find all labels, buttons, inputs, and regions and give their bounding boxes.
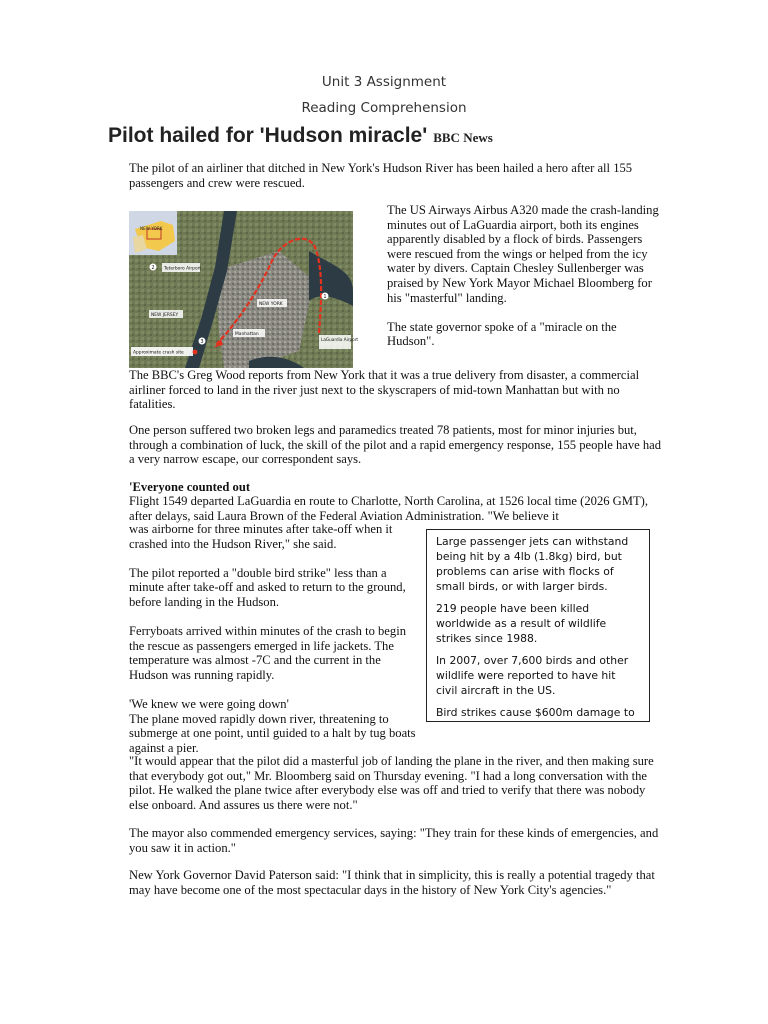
news-source: BBC News: [433, 130, 493, 145]
subheading-going-down: 'We knew we were going down': [129, 697, 289, 712]
subheading-counted-out: 'Everyone counted out: [129, 480, 251, 494]
laguardia-label: LaGuardia Airport: [321, 337, 359, 342]
governor-quote-paragraph: New York Governor David Paterson said: "I think that in simplicity, this is really a potential tragedy that may have become one of the most spectacular days in the history of New York City's agencies.": [129, 868, 655, 897]
greg-wood-paragraph: The BBC's Greg Wood reports from New York that it was a true delivery from disaster, a commercial airliner forced to land in the river just next to the skyscrapers of mid-town Manhattan but with no fatalities.: [129, 368, 640, 412]
mayor-commendation-paragraph: The mayor also commended emergency services, saying: "They train for these kinds of emergencies, and you saw it in action.": [129, 826, 659, 855]
new-jersey-label: NEW JERSEY: [151, 313, 179, 318]
marker-1-label: 1: [323, 293, 327, 300]
document-subtitle: Reading Comprehension: [301, 100, 467, 116]
flight-paragraph: Flight 1549 departed LaGuardia en route to Charlotte, North Carolina, at 1526 local time (2026 GMT), after delays, said Laura Brown of the Federal Aviation Administration. "We believe it: [129, 494, 649, 523]
bird-strike-paragraph: The pilot reported a "double bird strike" less than a minute after take-off and asked to return to the ground, before landing in the Hudson.: [129, 565, 406, 609]
factbox-item: 219 people have been killed worldwide as a result of wildlife strikes since 1988.: [436, 602, 607, 645]
ferryboats-paragraph: Ferryboats arrived within minutes of the crash to begin the rescue as passengers emerged in life jackets. The temperature was almost -7C and the current in the Hudson was running rapidly.: [129, 624, 406, 682]
governor-miracle-paragraph: The state governor spoke of a "miracle on the Hudson".: [387, 319, 617, 349]
unit-title: Unit 3 Assignment: [321, 74, 447, 90]
bird-strike-factbox: [426, 529, 650, 722]
right-column: [387, 203, 662, 349]
teterboro-label: Teterboro Airport: [164, 266, 202, 272]
injuries-paragraph: One person suffered two broken legs and paramedics treated 78 patients, most for minor injuries but, through a combination of luck, the skill of the pilot and a rapid emergency response, 155 people have had a very narrow escape, our correspondent says.: [129, 423, 662, 467]
bloomberg-quote-paragraph: "It would appear that the pilot did a masterful job of landing the plane in the river, and then making sure that everybody got out," Mr. Bloomberg said on Thursday evening. "I had a long conversation with the pilot. He walked the plane twice after everybody else was off and tried to verify that there was nobody else onboard. And assures us there were not.": [129, 754, 654, 812]
tugboat-paragraph: The plane moved rapidly down river, threatening to submerge at one point, until guided to a halt by tug boats against a pier.: [129, 711, 416, 755]
airbus-paragraph: The US Airways Airbus A320 made the crash-landing minutes out of LaGuardia airport, both its engines apparently disabled by a flock of birds. Passengers were rescued from the wings or helped from the icy water by divers. Captain Chesley Sullenberger was praised by New York Mayor Michael Bloomberg for his "masterful" landing.: [387, 203, 659, 305]
left-column: [129, 522, 419, 756]
flight-path-map: [129, 211, 359, 368]
manhattan-label: Manhattan: [235, 332, 259, 337]
new-york-city-label: NEW YORK: [259, 302, 283, 307]
headline-text: Pilot hailed for 'Hudson miracle': [108, 124, 428, 147]
marker-3-label: 3: [200, 338, 204, 345]
marker-2-label: 2: [151, 264, 155, 271]
crash-site-marker: [193, 350, 198, 355]
factbox-item: Bird strikes cause $600m damage to: [436, 706, 635, 719]
inset-state-label: NEW YORK: [140, 226, 163, 231]
factbox-item: Large passenger jets can withstand being hit by a 4lb (1.8kg) bird, but problems can arise with flocks of small birds, or with larger birds.: [436, 535, 629, 593]
article-headline: [108, 124, 493, 148]
factbox-item: In 2007, over 7,600 birds and other wildlife were reported to have hit civil aircraft in the US.: [436, 654, 629, 697]
intro-paragraph: The pilot of an airliner that ditched in New York's Hudson River has been hailed a hero after all 155 passengers and crew were rescued.: [129, 161, 633, 190]
airborne-paragraph: was airborne for three minutes after take-off when it crashed into the Hudson River," she said.: [129, 522, 393, 551]
crash-site-label: Approximate crash site: [133, 350, 184, 356]
